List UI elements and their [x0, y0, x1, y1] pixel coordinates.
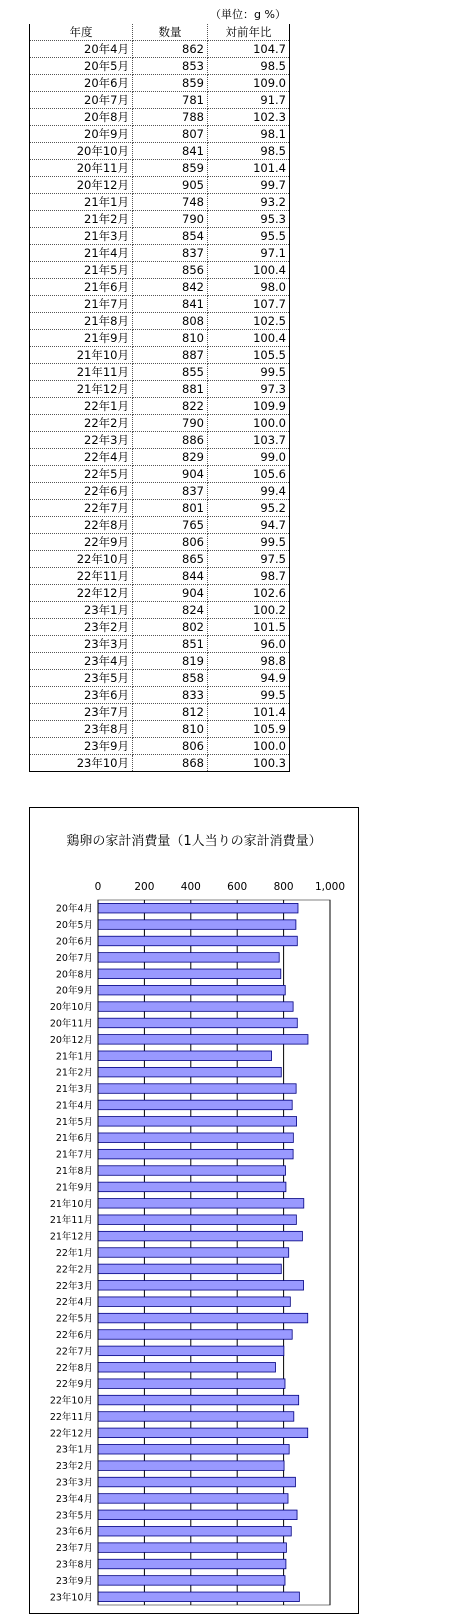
bar	[98, 920, 296, 930]
cell-yoy: 103.7	[208, 432, 290, 449]
cell-yoy: 99.4	[208, 483, 290, 500]
cell-quantity: 865	[133, 551, 208, 568]
bar	[98, 1526, 291, 1536]
bar	[98, 1379, 285, 1389]
cell-period: 22年12月	[30, 585, 133, 602]
unit-note: （単位：g %）	[210, 8, 286, 21]
cell-period: 21年2月	[30, 211, 133, 228]
cell-yoy: 95.3	[208, 211, 290, 228]
cell-quantity: 858	[133, 670, 208, 687]
y-category-label: 21年11月	[49, 1215, 93, 1227]
y-category-label: 20年12月	[49, 1034, 93, 1046]
cell-period: 21年7月	[30, 296, 133, 313]
table-row	[30, 381, 290, 398]
y-category-label: 22年4月	[55, 1297, 93, 1309]
cell-quantity: 851	[133, 636, 208, 653]
cell-period: 23年2月	[30, 619, 133, 636]
cell-yoy: 97.5	[208, 551, 290, 568]
cell-quantity: 868	[133, 755, 208, 772]
cell-yoy: 98.8	[208, 653, 290, 670]
table-row	[30, 143, 290, 160]
cell-period: 20年6月	[30, 75, 133, 92]
y-category-label: 22年5月	[55, 1313, 93, 1325]
table-row	[30, 687, 290, 704]
cell-period: 21年8月	[30, 313, 133, 330]
cell-yoy: 93.2	[208, 194, 290, 211]
table-row	[30, 364, 290, 381]
cell-quantity: 802	[133, 619, 208, 636]
y-category-label: 22年9月	[55, 1379, 93, 1391]
table-row	[30, 704, 290, 721]
bar	[98, 1444, 289, 1454]
cell-quantity: 841	[133, 143, 208, 160]
cell-period: 22年11月	[30, 568, 133, 585]
cell-yoy: 107.7	[208, 296, 290, 313]
cell-period: 20年4月	[30, 41, 133, 58]
x-tick-label: 0	[94, 881, 102, 893]
bar	[98, 1084, 296, 1094]
cell-period: 23年1月	[30, 602, 133, 619]
cell-yoy: 101.4	[208, 160, 290, 177]
y-category-label: 22年3月	[55, 1280, 93, 1292]
y-category-label: 23年9月	[55, 1575, 93, 1587]
cell-quantity: 859	[133, 160, 208, 177]
table-row	[30, 636, 290, 653]
cell-quantity: 807	[133, 126, 208, 143]
bar	[98, 1543, 286, 1553]
cell-quantity: 859	[133, 75, 208, 92]
cell-yoy: 98.5	[208, 143, 290, 160]
y-category-label: 23年3月	[55, 1477, 93, 1489]
cell-period: 20年10月	[30, 143, 133, 160]
cell-quantity: 887	[133, 347, 208, 364]
cell-yoy: 99.5	[208, 687, 290, 704]
cell-period: 21年6月	[30, 279, 133, 296]
cell-quantity: 822	[133, 398, 208, 415]
y-category-label: 22年11月	[49, 1411, 93, 1423]
cell-quantity: 886	[133, 432, 208, 449]
bar	[98, 1477, 295, 1487]
cell-quantity: 806	[133, 534, 208, 551]
cell-period: 20年5月	[30, 58, 133, 75]
bar-chart	[30, 808, 358, 1613]
bar	[98, 1346, 284, 1356]
bar	[98, 1035, 308, 1045]
y-category-label: 23年2月	[55, 1461, 93, 1473]
cell-yoy: 94.9	[208, 670, 290, 687]
cell-quantity: 788	[133, 109, 208, 126]
cell-yoy: 109.9	[208, 398, 290, 415]
cell-quantity: 837	[133, 245, 208, 262]
bar	[98, 1412, 294, 1422]
y-category-label: 22年10月	[49, 1395, 93, 1407]
bar	[98, 1133, 293, 1143]
y-category-label: 23年10月	[49, 1592, 93, 1604]
cell-period: 23年10月	[30, 755, 133, 772]
y-category-label: 23年4月	[55, 1493, 93, 1505]
cell-quantity: 808	[133, 313, 208, 330]
cell-period: 22年1月	[30, 398, 133, 415]
bar	[98, 1313, 308, 1323]
table-row	[30, 92, 290, 109]
bar	[98, 1100, 292, 1110]
cell-yoy: 96.0	[208, 636, 290, 653]
cell-period: 23年3月	[30, 636, 133, 653]
y-category-label: 21年4月	[55, 1100, 93, 1112]
table-row	[30, 653, 290, 670]
table-header-row	[30, 24, 290, 41]
table-row	[30, 466, 290, 483]
cell-quantity: 854	[133, 228, 208, 245]
y-category-label: 22年7月	[55, 1346, 93, 1358]
cell-period: 22年10月	[30, 551, 133, 568]
cell-quantity: 781	[133, 92, 208, 109]
cell-period: 23年5月	[30, 670, 133, 687]
table-row	[30, 330, 290, 347]
table-row	[30, 75, 290, 92]
cell-period: 21年4月	[30, 245, 133, 262]
cell-period: 22年4月	[30, 449, 133, 466]
bar	[98, 1067, 281, 1077]
table-row	[30, 279, 290, 296]
table-row	[30, 517, 290, 534]
bar	[98, 903, 298, 913]
cell-period: 20年7月	[30, 92, 133, 109]
table-row	[30, 483, 290, 500]
bar	[98, 1231, 302, 1241]
bar	[98, 1576, 285, 1586]
cell-yoy: 101.5	[208, 619, 290, 636]
cell-yoy: 100.4	[208, 262, 290, 279]
y-category-label: 20年7月	[55, 952, 93, 964]
cell-period: 22年3月	[30, 432, 133, 449]
cell-yoy: 94.7	[208, 517, 290, 534]
y-category-label: 21年5月	[55, 1116, 93, 1128]
cell-period: 22年6月	[30, 483, 133, 500]
cell-yoy: 104.7	[208, 41, 290, 58]
cell-period: 22年7月	[30, 500, 133, 517]
y-category-label: 23年8月	[55, 1559, 93, 1571]
cell-period: 21年1月	[30, 194, 133, 211]
bar	[98, 1215, 296, 1225]
table-row	[30, 568, 290, 585]
cell-period: 21年10月	[30, 347, 133, 364]
table-row	[30, 177, 290, 194]
cell-yoy: 99.5	[208, 364, 290, 381]
cell-yoy: 97.3	[208, 381, 290, 398]
cell-period: 23年4月	[30, 653, 133, 670]
cell-yoy: 99.5	[208, 534, 290, 551]
cell-quantity: 842	[133, 279, 208, 296]
table-row	[30, 500, 290, 517]
y-category-label: 21年6月	[55, 1133, 93, 1145]
y-category-label: 20年10月	[49, 1002, 93, 1014]
table-row	[30, 245, 290, 262]
table-row	[30, 228, 290, 245]
cell-quantity: 812	[133, 704, 208, 721]
bar	[98, 1051, 272, 1061]
bar	[98, 1461, 284, 1471]
bar	[98, 1264, 281, 1274]
x-tick-label: 400	[180, 881, 201, 893]
table-row	[30, 534, 290, 551]
cell-period: 20年11月	[30, 160, 133, 177]
cell-yoy: 100.0	[208, 738, 290, 755]
y-category-label: 20年4月	[55, 903, 93, 915]
cell-period: 22年9月	[30, 534, 133, 551]
cell-quantity: 819	[133, 653, 208, 670]
table-row	[30, 109, 290, 126]
table-row	[30, 602, 290, 619]
bar	[98, 1592, 299, 1602]
table-row	[30, 755, 290, 772]
header-yoy: 対前年比	[208, 24, 290, 41]
y-category-label: 21年2月	[55, 1067, 93, 1079]
cell-yoy: 102.5	[208, 313, 290, 330]
bar	[98, 1002, 293, 1012]
table-row	[30, 160, 290, 177]
cell-period: 22年8月	[30, 517, 133, 534]
bar	[98, 1166, 285, 1176]
cell-period: 21年11月	[30, 364, 133, 381]
cell-yoy: 100.4	[208, 330, 290, 347]
cell-period: 23年9月	[30, 738, 133, 755]
cell-quantity: 841	[133, 296, 208, 313]
cell-quantity: 862	[133, 41, 208, 58]
y-category-label: 21年10月	[49, 1198, 93, 1210]
y-category-label: 23年1月	[55, 1444, 93, 1456]
bar	[98, 1182, 286, 1192]
cell-quantity: 837	[133, 483, 208, 500]
x-tick-label: 200	[134, 881, 155, 893]
x-tick-label: 800	[273, 881, 294, 893]
table-row	[30, 126, 290, 143]
cell-yoy: 101.4	[208, 704, 290, 721]
cell-yoy: 100.3	[208, 755, 290, 772]
table-row	[30, 398, 290, 415]
cell-yoy: 105.9	[208, 721, 290, 738]
cell-yoy: 102.6	[208, 585, 290, 602]
cell-period: 21年3月	[30, 228, 133, 245]
cell-yoy: 109.0	[208, 75, 290, 92]
cell-quantity: 806	[133, 738, 208, 755]
y-category-label: 22年1月	[55, 1248, 93, 1259]
bar	[98, 1428, 308, 1438]
cell-yoy: 98.5	[208, 58, 290, 75]
cell-quantity: 790	[133, 211, 208, 228]
bar	[98, 1330, 292, 1340]
cell-period: 20年9月	[30, 126, 133, 143]
cell-yoy: 100.0	[208, 415, 290, 432]
bar	[98, 1248, 289, 1258]
cell-yoy: 91.7	[208, 92, 290, 109]
cell-yoy: 99.7	[208, 177, 290, 194]
cell-quantity: 765	[133, 517, 208, 534]
table-row	[30, 262, 290, 279]
bar	[98, 1297, 290, 1307]
cell-period: 21年9月	[30, 330, 133, 347]
table-row	[30, 41, 290, 58]
cell-period: 22年5月	[30, 466, 133, 483]
table-row	[30, 585, 290, 602]
chart-title: 鶏卵の家計消費量（1人当りの家計消費量）	[66, 834, 322, 849]
bar	[98, 1510, 297, 1520]
cell-yoy: 98.0	[208, 279, 290, 296]
cell-quantity: 844	[133, 568, 208, 585]
y-category-label: 20年11月	[49, 1018, 93, 1030]
table-row	[30, 449, 290, 466]
chart-panel	[29, 807, 359, 1614]
y-category-label: 22年2月	[55, 1264, 93, 1276]
cell-period: 23年6月	[30, 687, 133, 704]
y-category-label: 20年9月	[55, 985, 93, 997]
cell-quantity: 855	[133, 364, 208, 381]
y-category-label: 23年7月	[55, 1543, 93, 1555]
cell-quantity: 833	[133, 687, 208, 704]
cell-quantity: 748	[133, 194, 208, 211]
cell-quantity: 801	[133, 500, 208, 517]
bar	[98, 1559, 286, 1569]
cell-yoy: 95.2	[208, 500, 290, 517]
bar	[98, 1395, 299, 1405]
table-row	[30, 738, 290, 755]
cell-quantity: 853	[133, 58, 208, 75]
cell-yoy: 99.0	[208, 449, 290, 466]
cell-quantity: 904	[133, 585, 208, 602]
bar	[98, 1117, 297, 1127]
bar	[98, 1363, 275, 1373]
table-row	[30, 721, 290, 738]
cell-period: 20年12月	[30, 177, 133, 194]
cell-quantity: 881	[133, 381, 208, 398]
y-category-label: 20年6月	[55, 936, 93, 948]
cell-yoy: 97.1	[208, 245, 290, 262]
table-row	[30, 619, 290, 636]
y-category-label: 21年1月	[55, 1051, 93, 1063]
bar	[98, 985, 285, 995]
cell-yoy: 105.6	[208, 466, 290, 483]
cell-period: 21年12月	[30, 381, 133, 398]
bar	[98, 936, 297, 946]
header-period: 年度	[30, 24, 133, 41]
y-category-label: 23年5月	[55, 1510, 93, 1522]
cell-yoy: 98.7	[208, 568, 290, 585]
cell-yoy: 98.1	[208, 126, 290, 143]
cell-quantity: 905	[133, 177, 208, 194]
y-category-label: 20年5月	[55, 920, 93, 932]
table-row	[30, 194, 290, 211]
table-row	[30, 211, 290, 228]
cell-period: 22年2月	[30, 415, 133, 432]
cell-yoy: 105.5	[208, 347, 290, 364]
table-row	[30, 432, 290, 449]
cell-yoy: 95.5	[208, 228, 290, 245]
cell-quantity: 810	[133, 721, 208, 738]
y-category-label: 21年8月	[55, 1166, 93, 1178]
table-row	[30, 296, 290, 313]
table-row	[30, 415, 290, 432]
bar	[98, 1494, 288, 1504]
cell-period: 20年8月	[30, 109, 133, 126]
bar	[98, 969, 281, 979]
cell-quantity: 790	[133, 415, 208, 432]
x-tick-label: 1,000	[314, 881, 346, 893]
table-row	[30, 670, 290, 687]
bar	[98, 1149, 293, 1159]
bar	[98, 1199, 304, 1209]
bar	[98, 1018, 297, 1028]
consumption-table	[29, 24, 290, 772]
bar	[98, 953, 279, 963]
y-category-label: 21年12月	[49, 1231, 93, 1243]
cell-quantity: 824	[133, 602, 208, 619]
cell-quantity: 829	[133, 449, 208, 466]
y-category-label: 22年12月	[49, 1428, 93, 1440]
cell-period: 23年8月	[30, 721, 133, 738]
table-row	[30, 313, 290, 330]
y-category-label: 20年8月	[55, 969, 93, 981]
x-tick-label: 600	[227, 881, 248, 893]
y-category-label: 22年6月	[55, 1329, 93, 1341]
cell-quantity: 904	[133, 466, 208, 483]
header-quantity: 数量	[133, 24, 208, 41]
cell-quantity: 810	[133, 330, 208, 347]
bar	[98, 1281, 304, 1291]
cell-quantity: 856	[133, 262, 208, 279]
y-category-label: 21年3月	[55, 1084, 93, 1096]
cell-yoy: 102.3	[208, 109, 290, 126]
table-row	[30, 551, 290, 568]
cell-period: 23年7月	[30, 704, 133, 721]
cell-period: 21年5月	[30, 262, 133, 279]
y-category-label: 23年6月	[55, 1526, 93, 1538]
y-category-label: 21年7月	[55, 1149, 93, 1161]
y-category-label: 21年9月	[55, 1182, 93, 1194]
y-category-label: 22年8月	[55, 1362, 93, 1374]
table-row	[30, 58, 290, 75]
table-row	[30, 347, 290, 364]
cell-yoy: 100.2	[208, 602, 290, 619]
